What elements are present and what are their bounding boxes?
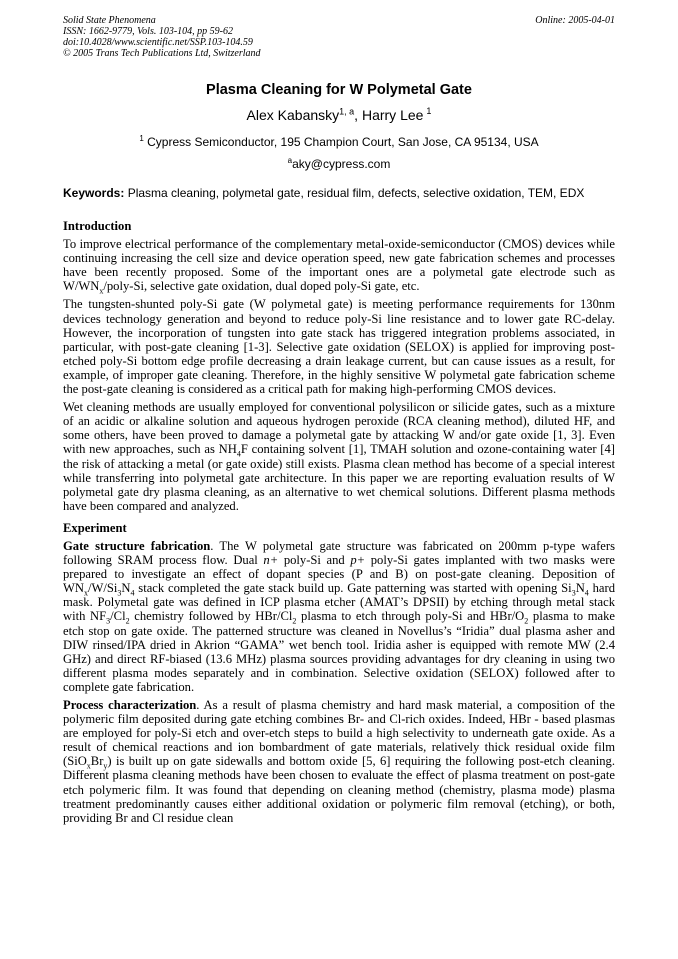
keywords <box>63 186 615 200</box>
paragraph: Gate structure fabrication. The W polymetal gate structure was fabricated on 200mm p-type wafers following SRAM process flow. Dual n+ poly-Si and p+ poly-Si gates implanted with two masks were prepared to investigate an effect of dopant species (P and B) on post-gate cleaning. Deposition of $WN_x/W/Si_3N_4$ stack completed the gate stack build up. Gate patterning was started with opening $Si_3N_4$ hard mask. Polymetal gate was defined in ICP plasma etcher (AMAT’s DPSII) by etching through metal stack with $NF_3/Cl_2$ chemistry followed by HBr/$Cl_2$ plasma to etch through poly-Si and HBr/$O_2$ plasma to make etch stop on gate oxide. The patterned structure was cleaned in Novellus’s “Iridia” dual plasma asher and DIW rinsed/IPA dried in Akrion “GAMA” wet bench tool. Iridia asher is equipped with remote MW (2.4 GHz) and direct RF-biased (13.6 MHz) plasma sources providing advantages for dry cleaning in using two different plasma modes separately and in combination. Selective oxidation (SELOX) followed after to complete gate fabrication. <box>63 538 616 694</box>
section-heading-introduction: Introduction <box>63 219 132 233</box>
paper-body <box>63 219 615 829</box>
affiliation-text: Cypress Semiconductor, 195 Champion Court, San Jose, CA 95134, USA <box>147 135 539 149</box>
author-name: Harry Lee <box>361 107 424 123</box>
author-affiliation-mark: 1 <box>426 106 432 117</box>
email-line <box>63 157 615 171</box>
run-in-heading: Gate structure fabrication <box>63 538 211 553</box>
run-in-heading: Process characterization <box>63 698 197 712</box>
paragraph: Process characterization. As a result of plasma chemistry and hard mask material, a composition of the polymeric film deposited during gate etching combines Br- and Cl-rich oxides. Indeed, HBr - based plasmas are employed for poly-Si etch and over-etch steps to build a high selectivity to underneath gate oxide. As a result of chemical reactions and ion bombardment of gate materials, relatively thick residual oxide film $(SiO_xBr_y)$ is built up on gate sidewalls and bottom oxide [5, 6] requiring the following post-etch cleaning. Different plasma cleaning methods have been chosen to evaluate the effect of plasma treatment on post-gate etch polymeric film. It was found that depending on cleaning method (chemistry, plasma mode) plasma treatment predominantly causes either additional oxidation or polymeric film removal (etching), or both, providing Br and Cl residue clean <box>63 698 615 825</box>
affiliation-mark: 1 <box>139 134 144 143</box>
copyright-line: © 2005 Trans Tech Publications Ltd, Switzerland <box>63 48 261 59</box>
keywords-label: Keywords: <box>63 186 125 200</box>
issn-line: ISSN: 1662-9779, Vols. 103-104, pp 59-62 <box>63 26 233 37</box>
author-name: Alex Kabansky <box>246 107 340 123</box>
affiliation <box>63 135 615 149</box>
paragraph: To improve electrical performance of the complementary metal-oxide-semiconductor (CMOS) devices while continuing increasing the cell size and device operation speed, new gate fabrication schemes and processes have been recently proposed. Some of the important ones are a polymetal gate electrode such as $W/WN_x/poly-Si$, selective gate oxidation, dual doped poly-Si gate, etc. <box>63 237 615 296</box>
paragraph: The tungsten-shunted poly-Si gate (W polymetal gate) is meeting performance requirements for 130nm devices technology generation and beyond to reduce poly-Si line resistance and to lower gate RC-delay. However, the incorporation of tungsten into gate stack has triggered integration problems associated, in particular, with post-gate cleaning [1-3]. Selective gate oxidation (SELOX) is applied for improving post-etched poly-Si bottom edge profile decreasing a drain leakage current, but can cause issues as a result, for example, of improper gate cleaning. Therefore, in the highly sensitive W polymetal gate fabrication scheme the post-gate cleaning is considered as a critical path for making high-performing CMOS devices. <box>63 297 615 397</box>
section-heading-experiment: Experiment <box>63 520 127 535</box>
online-date: Online: 2005-04-01 <box>535 15 615 26</box>
keywords-text: Plasma cleaning, polymetal gate, residual film, defects, selective oxidation, TEM, EDX <box>127 186 585 200</box>
journal-header <box>63 15 615 59</box>
paragraph: Wet cleaning methods are usually employed for conventional polysilicon or silicide gates, such as a mixture of an acidic or alkaline solution and aqueous hydrogen peroxide (RCA cleaning method), diluted HF, and some others, have been proved to damage a polymetal gate by attacking W and/or gate oxide [1, 3]. Even with new approaches, such as $NH_4F$ containing solvent [1], TMAH solution and ozone-containing water [4] the risk of attacking a metal (or gate oxide) still exists. Plasma clean method has become of a special interest while transferring into polymetal gate architecture. In this paper we are reporting evaluation results of W polymetal gate dry plasma cleaning, as an alternative to wet chemical solutions. Different plasma methods have been compared and analyzed. <box>63 400 615 513</box>
paper-title: Plasma Cleaning for W Polymetal Gate <box>206 82 472 98</box>
email-mark: a <box>287 156 293 165</box>
author-separator: , <box>354 107 362 123</box>
doi-line: doi:10.4028/www.scientific.net/SSP.103-104.59 <box>63 37 253 48</box>
author-affiliation-mark: 1, a <box>339 106 355 117</box>
author-line <box>63 107 615 123</box>
email-address: aky@cypress.com <box>292 157 391 171</box>
journal-name: Solid State Phenomena <box>63 15 156 26</box>
